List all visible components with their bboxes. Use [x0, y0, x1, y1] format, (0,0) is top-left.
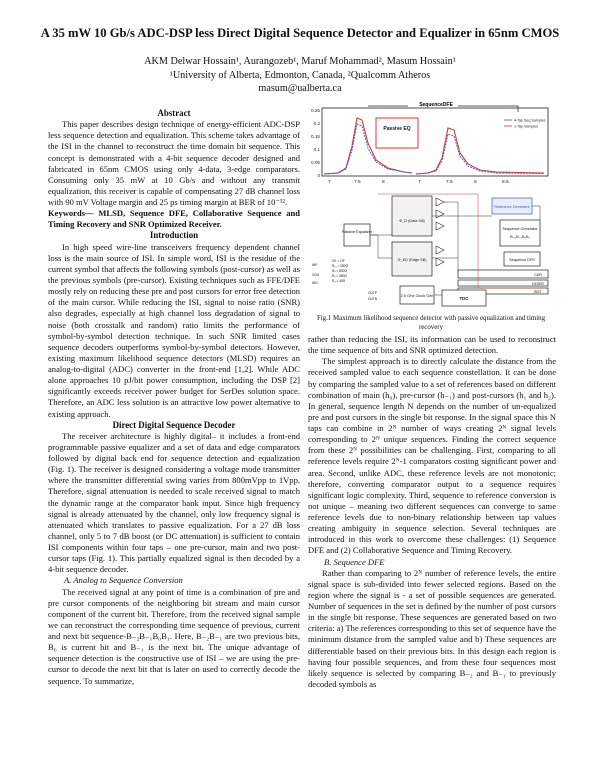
annotation: INP	[312, 263, 318, 267]
comparator-bank	[436, 198, 444, 266]
deser-label: DESER	[532, 282, 544, 286]
passive-equalizer-label: Passive Equalizer	[341, 230, 373, 234]
annotation: VCM	[312, 273, 320, 277]
sequence-generator-label: Sequence Generator	[502, 227, 538, 231]
sequence-generator-block	[500, 220, 540, 246]
data-sampler-block	[392, 196, 432, 236]
passive-eq-label: Passive EQ	[383, 126, 411, 132]
left-column	[48, 108, 300, 687]
annotation: CK = 1fF	[332, 259, 345, 263]
y-tick: 0.25	[311, 108, 320, 113]
reference-generator-label: Reference Generator	[494, 205, 530, 209]
right-column	[308, 334, 556, 690]
annotation: OUTP	[368, 291, 377, 295]
abstract-text: This paper describes design technique of energy-efficient ADC-DSP less sequence detection and equalization. This scheme takes advantage of the ISI in the channel to reconstruct the time domain bit sequence. This concept is demonstrated with a 4-bit sequence decoder designed and fabricated in 65nm CMOS using only 4-data, 3-edge comparators. Consuming only 35 mW at 10 Gb/s and without any transmit equalization, this receiver is capable of compensating 27 dB channel loss with 90 mV Voltage margin and 25 ps timing margin at BER of 10⁻¹².	[48, 119, 300, 208]
intro-paragraph: In high speed wire-line transceivers frequency dependent channel loss is the main source of ISI. In simple word, ISI is the residue of the current symbol that affects the following symbols (post-cursor) as well as the previous symbols (pre-cursor). Existing techniques such as FFE/DFE mostly rely on reducing these pre and post cursors for error free detection of the main cursor. While reducing the ISI, signal to noise ratio (SNR) also degrades, especially at high channel loss degradation of signal to noise (both crosstalk and random) ratio limits the performance of symbol-by-symbol detection technique. In such SNR limited cases sequence decoders outperforms symbol-by-symbol detectors. However, existing maximum likelihood sequence detectors (MLSD) requires an analog-to-digital (ADC) converter in the front-end [1,2]. While ADC alone approaches 10 pJ/bit power consumption, including the DSP [2] significantly exceeds receiver power budget for SerDes solution space. Therefore, an ADC less solution is an attractive low power alternative to existing approach.	[48, 241, 300, 419]
keywords-label: Keywords	[48, 208, 86, 219]
y-tick: 0.2	[313, 121, 320, 126]
email[interactable]: masum@ualberta.ca	[258, 83, 342, 94]
right-paragraph-1: rather than reducing the ISI, its information can be used to reconstruct the time sequence of bits and SNR optimized detection.	[308, 334, 556, 356]
y-tick: 0.15	[311, 134, 320, 139]
sequence-bits-label: B₋₂B₋₁B₀B₁	[510, 235, 530, 239]
annotation: Rₐ = 800Ω	[332, 269, 347, 273]
passive-eq-box	[376, 118, 418, 148]
ddsd-paragraph-1: The receiver architecture is highly digital– it includes a front-end programmable passive equalizer and a set of data and edge comparators followed by digital back end for sequence detection and equalization (Fig. 1). The receiver is designed considering a voltage mode transmitter where the transmitter differential swing varies from 800mVpp to 1Vpp. Therefore, signal attenuation is needed to scale received signal to match the dynamic range at the comparator bank input. Since high frequency signal is already attenuated by the channel, only low frequency signal is attenuated which translates to passive equalization. For a 27 dB loss channel, only 5 to 7 dB boost (or DC attenuation) is sufficient to contain ISI components within four taps – one pre-cursor, main and two post-cursor taps (Fig. 1). This partially equalized signal is then decoded by a 4-bit sequence decoder.	[48, 430, 300, 575]
abstract-heading: Abstract	[157, 108, 191, 118]
y-tick: 0.05	[311, 160, 320, 165]
keywords	[48, 208, 300, 230]
y-tick: 0	[317, 173, 320, 178]
subsection-b-heading: B. Sequence DFE	[324, 556, 385, 567]
annotation: R₄ = 40Ω	[332, 279, 346, 283]
figure-1-caption: Fig.1 Maximum likelihood sequence detector with passive equalization and timing recovery	[316, 315, 546, 331]
x-tick: 7	[328, 180, 331, 185]
passive-equalizer-block	[344, 224, 370, 246]
x-tick: 8	[474, 180, 477, 185]
edge-sampler-label: Φ_ED (Edge Sill)	[397, 258, 427, 262]
legend-item-2: 1-Tap Samples	[514, 124, 538, 129]
figure-1	[308, 98, 554, 324]
ddsd-paragraph-2: The received signal at any point of time is a combination of pre and pre cursor components of the neighboring bit stream and main cursor component of the current bit. Therefore, from the received signal sample we can reconstruct the corresponding time sequence of previous, current and next bit sequence-B₋₂B₋₁B₀B₁. Here, B₋₂B₋₁ are two previous bits, B₀ is current bit and B₋₁ is the next bit. The unique advantage of sequence detection is the constructive use of ISI – we are using the pre-cursor to decode the next bit that is later on used to correctly decode the sequence. To summarize,	[48, 586, 300, 686]
clock-gen-label: 2.5 GHz Clock Gen	[400, 294, 434, 298]
annotation: INN	[312, 281, 318, 285]
subsection-a-heading: A. Analog to Sequence Conversion	[64, 575, 183, 586]
tdc-label: TDC	[459, 296, 469, 301]
intro-heading: Introduction	[149, 230, 199, 241]
author-block	[0, 55, 600, 96]
annotation: Rₑ = 260Ω	[332, 274, 347, 278]
x-tick: 7	[418, 180, 421, 185]
x-tick: 8.5	[502, 180, 509, 185]
sequence-dfe-block-label: Sequence DFE	[509, 258, 535, 262]
affiliations: ¹University of Alberta, Edmonton, Canada, ²Qualcomm Atheros	[169, 69, 431, 81]
x-tick: 7.5	[446, 180, 453, 185]
author-list: AKM Delwar Hossain¹, Aurangozeb¹, Maruf Mohammad², Masum Hossain¹	[144, 56, 456, 67]
keywords-text: — MLSD, Sequence DFE, Collaborative Sequence and Timing Recovery and SNR Optimized Receiver.	[48, 208, 300, 230]
ddsd-heading: Direct Digital Sequence Decoder	[112, 419, 236, 430]
sequence-dfe-label: SequenceDFE	[419, 102, 453, 108]
annotation: OUTN	[368, 297, 378, 301]
figure-1-diagram	[308, 98, 554, 314]
response-curve-eq-seq	[416, 134, 544, 174]
paper-title: A 35 mW 10 Gb/s ADC-DSP less Direct Digital Sequence Detector and Equalizer in 65nm CMOS	[40, 26, 560, 40]
cdr-label: CDR	[534, 273, 542, 277]
data-sampler-label: Φ_D (Data Sill)	[399, 219, 425, 223]
right-paragraph-2: The simplest approach is to directly calculate the distance from the received sampled value to each sequence constellation. It can be done by comparing the sampled value to a set of references based on different combination of main (h₀), pre-cursor (h₋₁) and post-cursors (h₁ and h₂). In general, sequence length N depends on the number of un-equalized pre and post cursors in the single bit response. In the signal space this N taps can combine in 2ᴺ number of ways creating 2ᴺ signal levels corresponding to 2ᴺ unique sequences. Finding the correct sequence from these 2ᴺ possibilities can be challenging. First, comparing to all reference levels require 2ᴺ-1 comparators costing significant power and area. Second, unlike ADC, these reference levels are not monotonic; therefore, converting comparator output to a sequence requires significant logic complexity. Third, sequence to reference conversion is not unique – meaning two different sequences can converge to same reference levels due to non-binary relationship between tap values creating ambiguity in sequence selection. Several techniques are introduced in this work to overcome these challenges: (1) Sequence DFE and (2) Collaborative Sequence and Timing Recovery.	[308, 356, 556, 556]
response-curve-eq	[416, 128, 544, 174]
x-tick: 7.5	[354, 180, 361, 185]
right-paragraph-3: Rather than comparing to 2ᴺ number of reference levels, the entire signal space is sub-divided into fewer selected regions. Based on the region where the signal is - a set of possible sequences are generated. Number of sequences in the set is defined by the number of post cursors in the single bit response. These sequences are generated based on two criteria: a) The references corresponding to this set of sequence have the minimum distance from the sampled value and b) These sequences are differentiable based on their previous bits. In this design each region is having four possible sequences, and from these four sequences most likely sequence is selected by comparing B₋₂ and B₋₁ to previously decoded symbols as	[308, 567, 556, 689]
bist-label: BIST	[534, 290, 542, 294]
legend-item-1: 4-Tap Seq Samples	[514, 118, 546, 123]
annotation: R₁₂ = 280Ω	[332, 264, 348, 268]
x-tick: 8	[382, 180, 385, 185]
y-tick: 0.1	[313, 147, 320, 152]
